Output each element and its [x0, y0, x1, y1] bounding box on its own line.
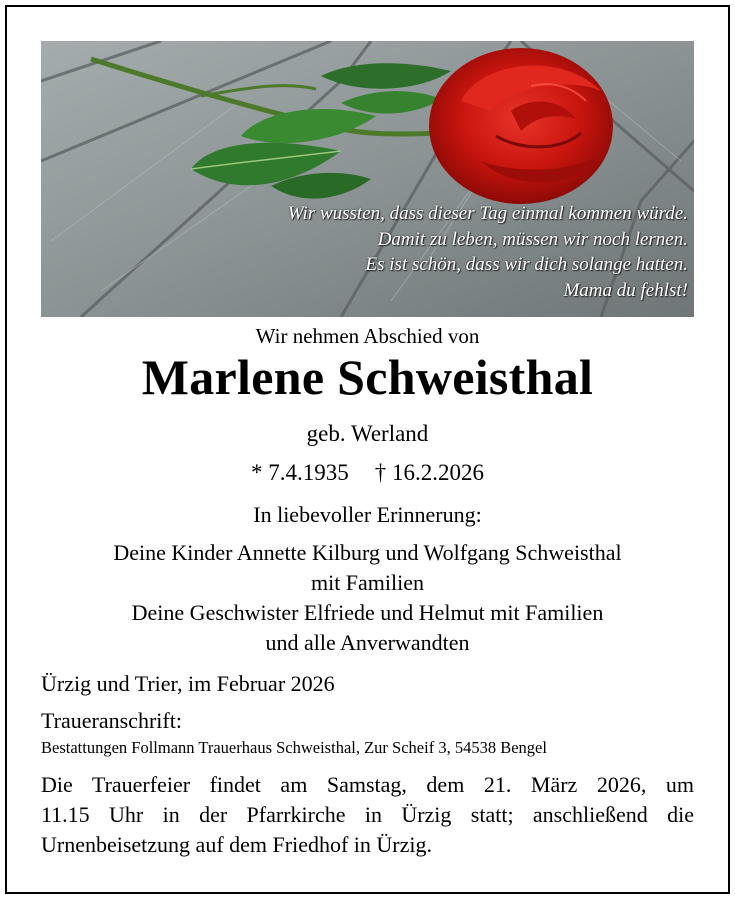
poem-line: Mama du fehlst! [563, 279, 688, 301]
mourner-line: und alle Anverwandten [265, 630, 470, 655]
service-info [41, 770, 694, 860]
mourner-line: Deine Geschwister Elfriede und Helmut mit Familien [131, 600, 604, 625]
service-line: 11.15 Uhr in der Pfarrkirche in Ürzig statt; anschließend die [41, 802, 694, 827]
death-date: † 16.2.2026 [374, 460, 484, 485]
birth-date: * 7.4.1935 [251, 460, 349, 485]
poem-line: Es ist schön, dass wir dich solange hatten. [365, 254, 688, 275]
poem-line: Wir wussten, dass dieser Tag einmal kommen würde. [287, 203, 688, 224]
birth-name: geb. Werland [306, 421, 429, 446]
mourner-line: Deine Kinder Annette Kilburg und Wolfgang Schweisthal [113, 540, 622, 565]
rose-photo [41, 41, 694, 317]
service-line: Urnenbeisetzung auf dem Friedhof in Ürzig. [41, 832, 432, 857]
memory-line: In liebevoller Erinnerung: [253, 502, 482, 527]
address-label: Traueranschrift: [41, 708, 182, 733]
mourners [0, 538, 735, 658]
poem [288, 201, 688, 303]
mourning-address: Bestattungen Follmann Trauerhaus Schweisthal, Zur Scheif 3, 54538 Bengel [41, 738, 547, 757]
poem-line: Damit zu leben, müssen wir noch lernen. [377, 228, 688, 250]
intro-text: Wir nehmen Abschied von [255, 324, 480, 348]
deceased-name: Marlene Schweisthal [141, 349, 594, 405]
place-date: Ürzig und Trier, im Februar 2026 [41, 671, 335, 696]
mourner-line: mit Familien [310, 570, 425, 595]
service-line: Die Trauerfeier findet am Samstag, dem 21. März 2026, um [41, 772, 694, 797]
life-dates [0, 460, 735, 486]
